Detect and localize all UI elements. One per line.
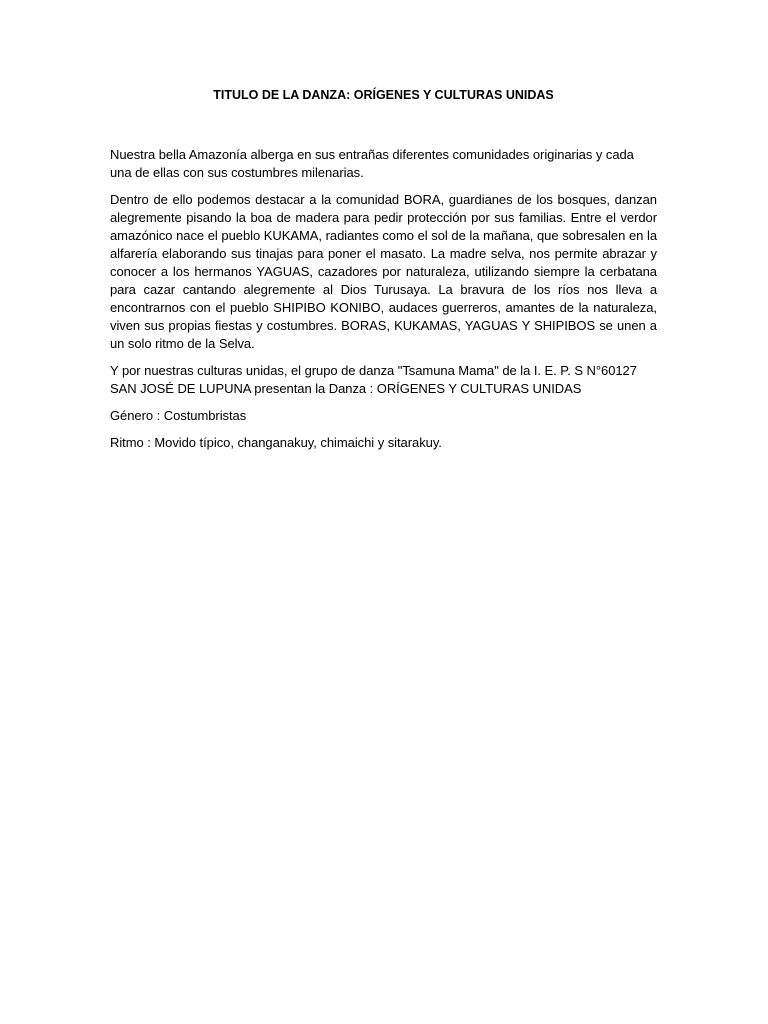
paragraph-communities: Dentro de ello podemos destacar a la comunidad BORA, guardianes de los bosques, danzan alegremente pisando la boa de madera para pedir protección por sus familias. Entre el verdor amazónico nace el pueblo KUKAMA, radiantes como el sol de la mañana, que sobresalen en la alfarería elaborando sus tinajas para poner el masato. La madre selva, nos permite abrazar y conocer a los hermanos YAGUAS, cazadores por naturaleza, utilizando siempre la cerbatana para cazar cantando alegremente al Dios Turusaya. La bravura de los ríos nos lleva a encontrarnos con el pueblo SHIPIBO KONIBO, audaces guerreros, amantes de la naturaleza, viven sus propias fiestas y costumbres. BORAS, KUKAMAS, YAGUAS Y SHIPIBOS se unen a un solo ritmo de la Selva.	[110, 192, 657, 351]
document-title: TITULO DE LA DANZA: ORÍGENES Y CULTURAS UNIDAS	[213, 88, 554, 102]
paragraph-intro: Nuestra bella Amazonía alberga en sus entrañas diferentes comunidades originarias y cada una de ellas con sus costumbres milenarias.	[110, 147, 634, 180]
paragraph-rhythm: Ritmo : Movido típico, changanakuy, chimaichi y sitarakuy.	[110, 435, 442, 450]
paragraph-presentation: Y por nuestras culturas unidas, el grupo de danza "Tsamuna Mama" de la I. E. P. S N°60127 SAN JOSÉ DE LUPUNA presentan la Danza : ORÍGENES Y CULTURAS UNIDAS	[110, 363, 637, 396]
paragraph-genre: Género : Costumbristas	[110, 408, 247, 423]
